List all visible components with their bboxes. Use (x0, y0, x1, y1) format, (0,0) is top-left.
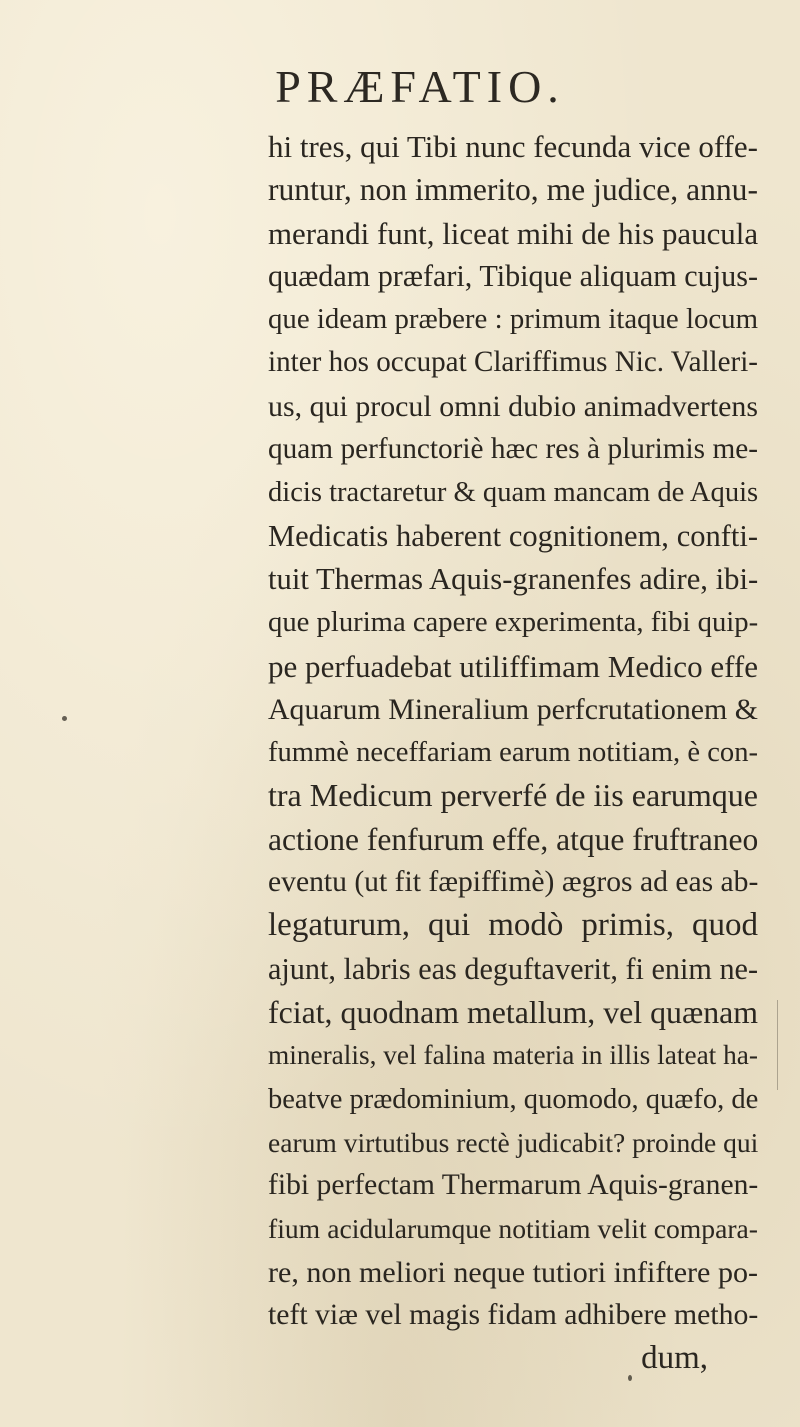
text-line: eventu (ut fit fæpiffimè) ægros ad eas ab- (268, 866, 759, 899)
text-line: us, qui procul omni dubio animadvertens (268, 389, 758, 423)
body-text (268, 125, 758, 1381)
text-line: quam perfunctoriè hæc res à plurimis me- (268, 433, 758, 466)
text-line: earum virtutibus rectè judicabit? proinde qui (268, 1126, 759, 1158)
page-edge-mark (777, 1000, 778, 1090)
text-line: inter hos occupat Clariffimus Nic. Valleri- (268, 346, 758, 379)
ink-speck (62, 716, 67, 721)
text-line: runtur, non immerito, me judice, annu- (268, 172, 758, 208)
text-line: tra Medicum perverfé de iis earumque (268, 777, 758, 814)
page-heading: PRÆFATIO. (275, 61, 565, 112)
text-line: legaturum, qui modò primis, quod (268, 907, 758, 944)
text-line: teft viæ vel magis fidam adhibere metho- (268, 1299, 759, 1332)
text-line: pe perfuadebat utiliffimam Medico effe (268, 648, 758, 684)
text-line: beatve prædominium, quomodo, quæfo, de (268, 1083, 759, 1115)
text-line: tuit Thermas Aquis-granenfes adire, ibi- (268, 561, 759, 596)
text-line: actione fenfurum effe, atque fruftraneo (268, 821, 759, 857)
ink-speck (628, 1375, 632, 1381)
text-line: hi tres, qui Tibi nunc fecunda vice offe- (268, 129, 758, 164)
text-line: re, non meliori neque tutiori infiftere po- (268, 1254, 758, 1289)
text-line: merandi funt, liceat mihi de his paucula (268, 215, 759, 251)
text-line: dum, (641, 1340, 708, 1377)
text-line: Medicatis haberent cognitionem, confti- (268, 518, 758, 553)
text-line: Aquarum Mineralium perfcrutationem & (268, 692, 758, 726)
text-line: mineralis, vel falina materia in illis lateat ha- (268, 1040, 758, 1071)
text-line: fciat, quodnam metallum, vel quænam (268, 994, 758, 1030)
text-line: quædam præfari, Tibique aliquam cujus- (268, 258, 758, 293)
text-line: fummè neceffariam earum notitiam, è con- (268, 737, 758, 769)
text-line: dicis tractaretur & quam mancam de Aquis (268, 477, 759, 509)
text-line: fibi perfectam Thermarum Aquis-granen- (268, 1169, 759, 1202)
text-line: que plurima capere experimenta, fibi quip- (268, 606, 759, 639)
text-line: que ideam præbere : primum itaque locum (268, 303, 758, 336)
text-line: ajunt, labris eas deguftaverit, fi enim ne- (268, 951, 759, 986)
text-line: fium acidularumque notitiam velit compara- (268, 1213, 758, 1245)
